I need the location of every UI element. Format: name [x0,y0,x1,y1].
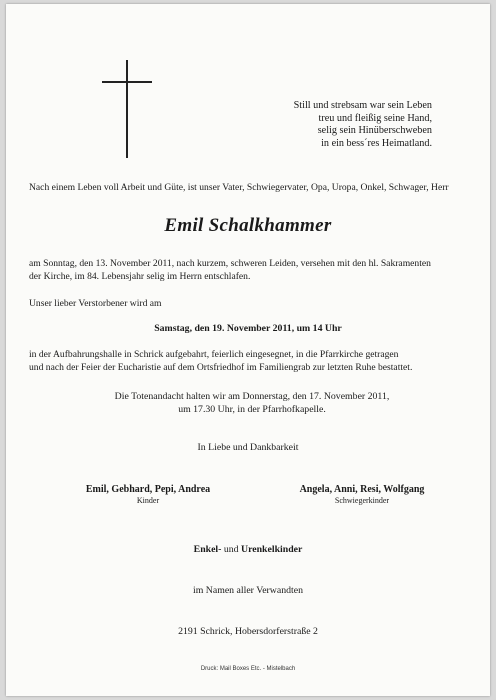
printer-imprint: Druck: Mail Boxes Etc. - Mistelbach [200,666,296,672]
poem-line: selig sein Hinüberschweben [317,125,432,136]
funeral-details-line: und nach der Feier der Eucharistie auf dem Ortsfriedhof im Familiengrab zur letzten Ruhe bestattet. [29,362,413,373]
poem-line: Still und strebsam war sein Leben [293,100,432,111]
in-law-role: Schwiegerkinder [334,496,390,505]
relatives-text: im Namen aller Verwandten [193,585,303,596]
poem-line: treu und fleißig seine Hand, [318,112,432,124]
obituary-sheet [6,4,490,696]
grandchildren-line [6,543,490,556]
in-law-signature [272,483,452,506]
grandchildren-und: und [221,544,242,555]
death-notice-line: am Sonntag, den 13. November 2011, nach kurzem, schweren Leiden, versehen mit den hl. Sakramenten [29,258,431,269]
grandchildren-enkel: Enkel- [193,544,222,555]
death-notice-line: der Kirche, im 84. Lebensjahr selig im Herrn entschlafen. [29,271,251,282]
closing-text: In Liebe und Dankbarkeit [197,442,299,453]
in-law-names: Angela, Anni, Resi, Wolfgang [299,484,425,495]
funeral-intro: Unser lieber Verstorbener wird am [29,298,162,309]
memorial-line: Die Totenandacht halten wir am Donnerstag, den 17. November 2011, [114,391,390,402]
intro-text: Nach einem Leben voll Arbeit und Güte, ist unser Vater, Schwiegervater, Opa, Uropa, Onkel, Schwager, Herr [29,182,449,193]
children-signature [58,483,238,506]
memorial-line: um 17.30 Uhr, in der Pfarrhofkapelle. [178,404,326,415]
poem-line: in ein bess´res Heimatland. [321,137,432,149]
children-names: Emil, Gebhard, Pepi, Andrea [85,484,211,495]
cross-icon [102,60,152,160]
funeral-date: Samstag, den 19. November 2011, um 14 Uhr [154,323,342,334]
deceased-name: Emil Schalkhammer [164,215,332,236]
children-role: Kinder [136,496,160,505]
grandchildren-urenkel: Urenkelkinder [241,544,303,555]
address-text: 2191 Schrick, Hobersdorferstraße 2 [178,626,318,637]
funeral-details-line: in der Aufbahrungshalle in Schrick aufgebahrt, feierlich eingesegnet, in die Pfarrkirche getragen [29,349,399,360]
poem [294,100,432,150]
